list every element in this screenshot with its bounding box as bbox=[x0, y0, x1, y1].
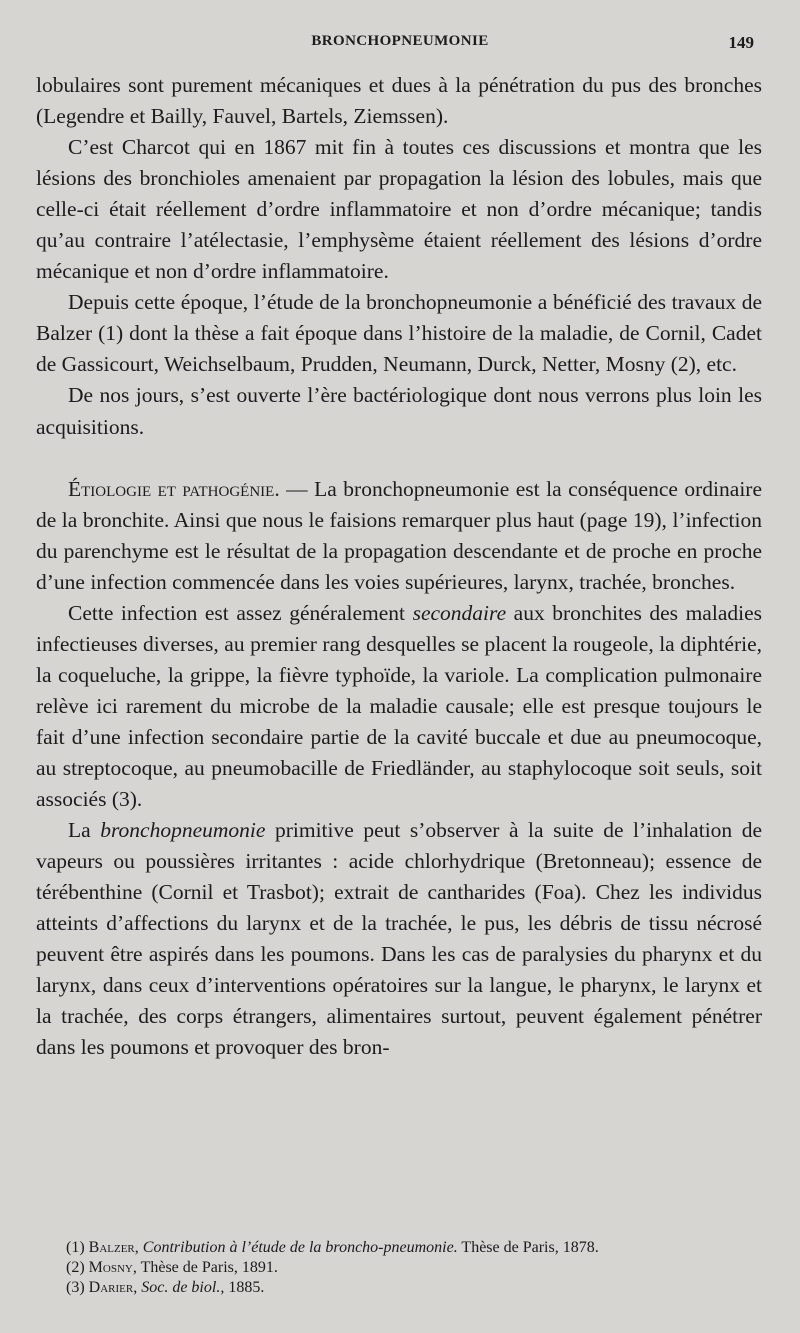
paragraph-7 bbox=[36, 815, 762, 1063]
footnote-mark: (2) bbox=[66, 1259, 85, 1276]
footnote-title: Soc. de biol., bbox=[141, 1279, 225, 1296]
footnote-rest: Thèse de Paris, 1891. bbox=[140, 1259, 278, 1276]
footnote-author: Darier, bbox=[88, 1279, 138, 1296]
emphasis-secondaire: secondaire bbox=[412, 600, 507, 625]
page-header bbox=[0, 33, 800, 55]
paragraph-6-start: Cette infection est assez généralement bbox=[68, 600, 413, 625]
emphasis-bronchopneumonie: bronchopneumonie bbox=[100, 818, 266, 843]
heading-dash: — bbox=[279, 476, 315, 501]
paragraph-3: Depuis cette époque, l’étude de la bronchopneumonie a bénéficié des travaux de Balzer (1) dont la thèse a fait époque dans l’histoire de la maladie, de Cornil, Cadet de Gassicourt, Weichselbaum, Prudden, Neumann, Durck, Netter, Mosny (2), etc. bbox=[36, 290, 762, 377]
footnotes bbox=[66, 1238, 766, 1298]
footnote-rest: 1885. bbox=[228, 1279, 265, 1296]
paragraph-1: lobulaires sont purement mécaniques et dues à la pénétration du pus des bronches (Legendre et Bailly, Fauvel, Bartels, Ziemssen). bbox=[36, 73, 762, 129]
footnote-author: Balzer, bbox=[88, 1239, 139, 1256]
paragraph-5 bbox=[36, 474, 762, 598]
footnote-title: Contribution à l’étude de la broncho-pneumonie. bbox=[142, 1239, 458, 1256]
paragraph-4: De nos jours, s’est ouverte l’ère bactériologique dont nous verrons plus loin les acquisitions. bbox=[36, 383, 762, 439]
paragraph-6-end: aux bronchites des maladies infectieuses diverses, au premier rang desquelles se placent la rougeole, la diphtérie, la coqueluche, la grippe, la fièvre typhoïde, la variole. La complication pulmonaire relève ici rarement du microbe de la maladie causale; elle est presque toujours le fait d’une infection secondaire partie de la cavité buccale et due au pneumocoque, au streptocoque, au pneumobacille de Friedländer, au staphylocoque soit seuls, soit associés (3). bbox=[36, 600, 762, 812]
paragraph-2: C’est Charcot qui en 1867 mit fin à toutes ces discussions et montra que les lésions des bronchioles amenaient par propagation la lésion des lobules, mais que celle-ci était réellement d’ordre inflammatoire et non d’ordre mécanique; tandis qu’au contraire l’atélectasie, l’emphysème étaient réellement des lésions d’ordre mécanique et non d’ordre inflammatoire. bbox=[36, 135, 762, 284]
footnote bbox=[66, 1278, 766, 1298]
footnote bbox=[66, 1258, 766, 1278]
footnote-mark: (3) bbox=[66, 1279, 85, 1296]
paragraph-7-end: primitive peut s’observer à la suite de l’inhalation de vapeurs ou poussières irritantes : acide chlorhydrique (Bretonneau); essence de térébenthine (Cornil et Trasbot); extrait de cantharides (Foa). Chez les individus atteints d’affections du larynx et de la trachée, le pus, les débris de tissu nécrosé peuvent être aspirés dans les poumons. Dans les cas de paralysies du pharynx et du larynx, dans ceux d’interventions opératoires sur la langue, le pharynx, le larynx et la trachée, des corps étrangers, alimentaires surtout, peuvent également pénétrer dans les poumons et provoquer des bron- bbox=[36, 818, 762, 1060]
footnote-mark: (1) bbox=[66, 1239, 85, 1256]
running-head: BRONCHOPNEUMONIE bbox=[311, 33, 489, 49]
section-heading: Étiologie et pathogénie. bbox=[68, 476, 280, 501]
footnote-rest: Thèse de Paris, 1878. bbox=[461, 1239, 599, 1256]
footnote-author: Mosny, bbox=[88, 1259, 137, 1276]
footnote bbox=[66, 1238, 766, 1258]
paragraph-6 bbox=[36, 598, 762, 815]
page-number: 149 bbox=[728, 33, 754, 52]
body-text bbox=[36, 70, 762, 1063]
paragraph-5-text: La bronchopneumonie est la conséquence ordinaire de la bronchite. Ainsi que nous le faisions remarquer plus haut (page 19), l’infection du parenchyme est le résultat de la propagation descendante et de proche en proche d’une infection commencée dans les voies supérieures, larynx, trachée, bronches. bbox=[36, 476, 763, 594]
paragraph-7-start: La bbox=[68, 818, 101, 843]
section-gap bbox=[36, 443, 762, 474]
